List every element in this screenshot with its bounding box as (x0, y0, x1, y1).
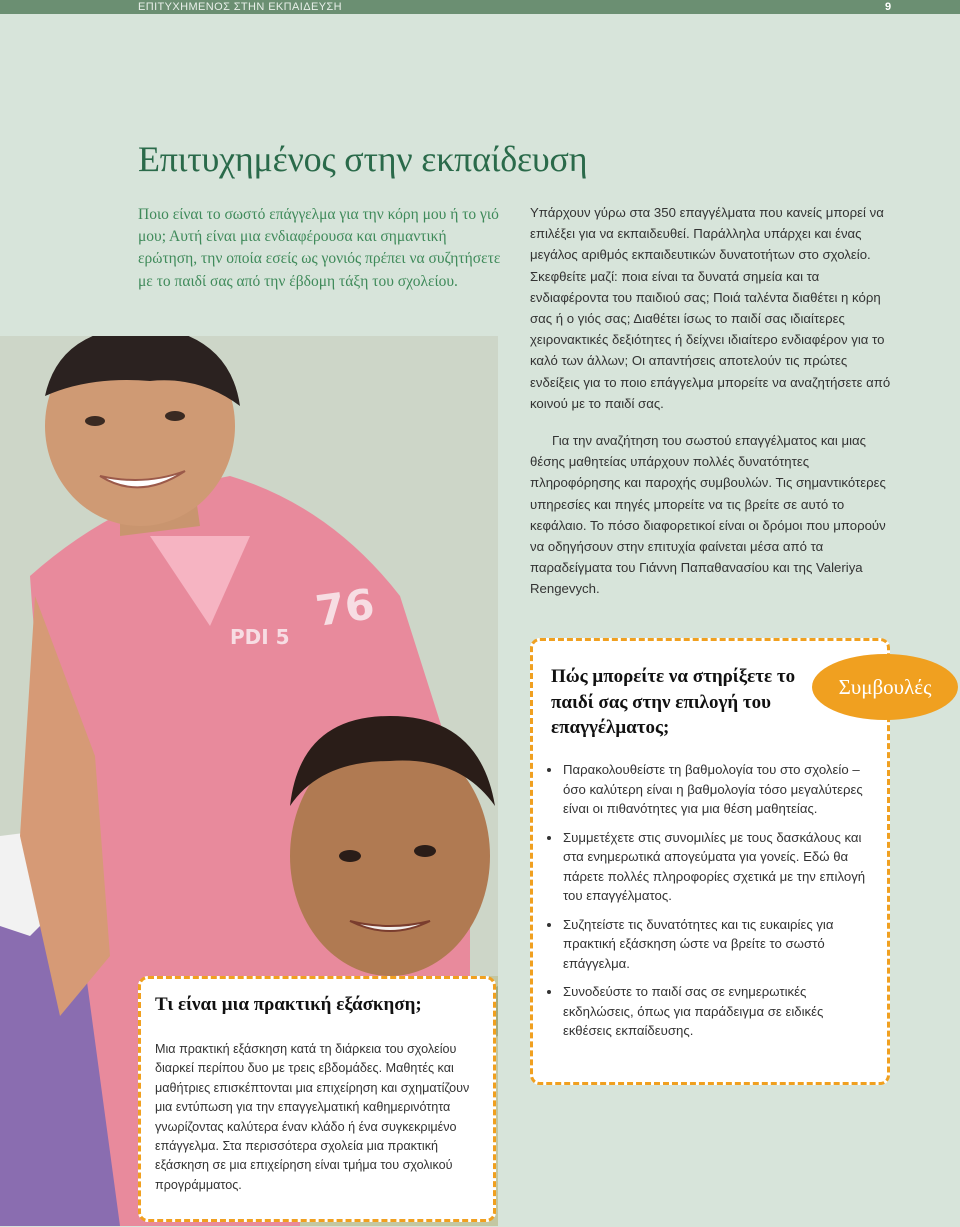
page-title: Επιτυχημένος στην εκπαίδευση (138, 139, 588, 179)
svg-text:76: 76 (312, 579, 378, 636)
tips-item-4 (545, 982, 875, 1041)
body-paragraph-2: Για την αναζήτηση του σωστού επαγγέλματος και μιας θέσης μαθητείας υπάρχουν πολλές δυνατότητες πληροφόρησης και παροχής συμβουλών. Τις σημαντικότερες υπηρεσίες και πηγές μπορείτε να τις βρείτε σε αυτό το κεφάλαιο. Το πόσο διαφορετικοί είναι οι δρόμοι που μπορούν να οδηγήσουν στην επιτυχία φαίνεται μέσα από τα παραδείγματα του Γιάννη Παπαθανασίου και της Valeriya Rengevych. (530, 433, 886, 597)
tips-item-1 (545, 760, 875, 819)
body-paragraph-1: Υπάρχουν γύρω στα 350 επαγγέλματα που κανείς μπορεί να επιλέξει για να εκπαιδευθεί. Παράλληλα υπάρχει και ένας μεγάλος αριθμός εκπαιδευτικών δυνατοτήτων στο σχολείο. Σκεφθείτε μαζί: ποια είναι τα δυνατά σημεία και τα ενδιαφέροντα του παιδιού σας; Ποιά ταλέντα διαθέτει η κόρη σας ή ο γιός σας; Διαθέτει ίσως το παιδί σας ιδιαίτερες χειρονακτικές δεξιότητες ή δείχνει ιδιαίτερο ενδιαφέρον για το καλό των άλλων; Οι απαντήσεις αποτελούν τις πρώτες ενδείξεις για το ποιο επάγγελμα μπορείτε να αναζητήσετε από κοινού με το παιδί σας. (530, 205, 891, 411)
tips-item-text: Συνοδεύστε το παιδί σας σε ενημερωτικές εκδηλώσεις, όπως για παράδειγμα σε ειδικές εκθέσεις εκπαίδευσης. (563, 984, 824, 1038)
section-label: ΕΠΙΤΥΧΗΜΕΝΟΣ ΣΤΗΝ ΕΚΠΑΙΔΕΥΣΗ (138, 1, 342, 13)
bullet-icon (547, 923, 551, 927)
exam-text: Μια πρακτική εξάσκηση κατά τη διάρκεια του σχολείου διαρκεί περίπου δυο με τρεις εβδομάδες. Μαθητές και μαθήτριες επισκέπτονται μια επιχείρηση και σχηματίζουν μια εντύπωση για την επαγγελματική καθημερινότητα γνωρίζοντας καλύτερα έναν κλάδο ή ένα συγκεκριμένο επάγγελμα. Στα περισσότερα σχολεία μια πρακτική εξάσκηση σε μια επιχείρηση είναι τμήμα του σχολικού προγράμματος. (155, 1042, 470, 1192)
exam-title: Τι είναι μια πρακτική εξάσκηση; (155, 994, 422, 1015)
tips-item-text: Συμμετέχετε στις συνομιλίες με τους δασκάλους και στα ενημερωτικά απογεύματα για γονείς. Εδώ θα πάρετε πολλές πληροφορίες σχετικά με την επιλογή του επαγγέλματος. (563, 829, 866, 903)
lead-paragraph: Ποιο είναι το σωστό επάγγελμα για την κόρη μου ή το γιό μου; Αυτή είναι μια ενδιαφέρουσα και σημαντική ερώτηση, την οποία εσείς ως γονιός πρέπει να συζητήσετε με το παιδί σας από την έβδομη τάξη του σχολείου. (138, 206, 501, 290)
tips-list (545, 760, 875, 1050)
bullet-icon (547, 768, 551, 772)
svg-text:PDI 5: PDI 5 (230, 625, 290, 649)
page-number: 9 (884, 1, 892, 13)
tips-item-2 (545, 828, 875, 906)
bullet-icon (547, 836, 551, 840)
bullet-icon (547, 990, 551, 994)
tips-item-text: Παρακολουθείστε τη βαθμολογία του στο σχολείο – όσο καλύτερη είναι η βαθμολογία τόσο μεγαλύτερες είναι οι πιθανότητες για μια θέση μαθητείας. (563, 762, 863, 816)
tips-badge-label: Συμβουλές (838, 674, 932, 699)
tips-title: Πώς μπορείτε να στηρίξετε το παιδί σας στην επιλογή του επαγγέλματος; (551, 666, 796, 738)
tips-item-text: Συζητείστε τις δυνατότητες και τις ευκαιρίες για πρακτική εξάσκηση ώστε να βρείτε το σωστό επάγγελμα. (563, 916, 834, 971)
tips-badge (812, 654, 958, 720)
tips-item-3 (545, 915, 875, 974)
